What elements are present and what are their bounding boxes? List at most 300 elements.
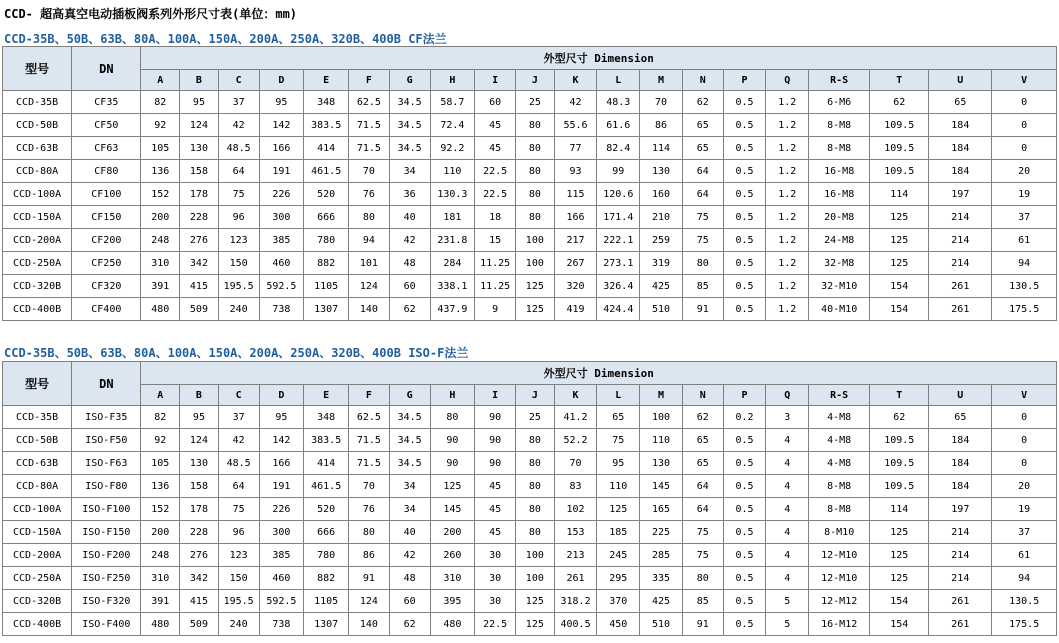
value-cell: 214 (929, 206, 992, 229)
value-cell: 95 (259, 406, 304, 429)
dn-cell: CF100 (72, 183, 141, 206)
model-header: 型号 (3, 47, 72, 91)
value-cell: 231.8 (430, 229, 475, 252)
value-cell: 0.2 (723, 406, 766, 429)
value-cell: 11.25 (475, 252, 516, 275)
value-cell: 95 (597, 452, 640, 475)
value-cell: 95 (259, 91, 304, 114)
table-row (3, 114, 1057, 137)
model-cell: CCD-63B (3, 137, 72, 160)
value-cell: 0.5 (723, 498, 766, 521)
value-cell: 145 (430, 498, 475, 521)
value-cell: 62 (389, 298, 430, 321)
value-cell: 780 (304, 544, 349, 567)
dn-cell: ISO-F50 (72, 429, 141, 452)
dn-cell: CF80 (72, 160, 141, 183)
value-cell: 80 (430, 406, 475, 429)
value-cell: 90 (475, 406, 516, 429)
value-cell: 109.5 (870, 452, 929, 475)
value-cell: 96 (218, 521, 259, 544)
table-row (3, 498, 1057, 521)
value-cell: 110 (597, 475, 640, 498)
value-cell: 114 (640, 137, 683, 160)
value-cell: 86 (349, 544, 390, 567)
value-cell: 158 (180, 160, 219, 183)
model-cell: CCD-320B (3, 590, 72, 613)
value-cell: 154 (870, 275, 929, 298)
column-header: F (349, 385, 390, 406)
value-cell: 261 (929, 298, 992, 321)
column-header: K (554, 70, 597, 91)
value-cell: 101 (349, 252, 390, 275)
value-cell: 125 (516, 590, 555, 613)
value-cell: 120.6 (597, 183, 640, 206)
value-cell: 385 (259, 544, 304, 567)
value-cell: 510 (640, 298, 683, 321)
value-cell: 228 (180, 521, 219, 544)
value-cell: 125 (516, 613, 555, 636)
value-cell: 45 (475, 475, 516, 498)
value-cell: 1.2 (766, 298, 809, 321)
value-cell: 20-M8 (809, 206, 870, 229)
value-cell: 666 (304, 206, 349, 229)
value-cell: 80 (516, 160, 555, 183)
value-cell: 240 (218, 298, 259, 321)
value-cell: 4 (766, 452, 809, 475)
value-cell: 100 (516, 252, 555, 275)
dimension-header: 外型尺寸 Dimension (141, 362, 1057, 385)
value-cell: 20 (992, 160, 1057, 183)
table-row (3, 160, 1057, 183)
cf-flange-table (2, 46, 1057, 321)
value-cell: 1.2 (766, 229, 809, 252)
value-cell: 45 (475, 114, 516, 137)
value-cell: 70 (349, 160, 390, 183)
table-row (3, 206, 1057, 229)
value-cell: 12-M10 (809, 567, 870, 590)
model-cell: CCD-200A (3, 544, 72, 567)
value-cell: 62.5 (349, 406, 390, 429)
value-cell: 75 (218, 498, 259, 521)
value-cell: 197 (929, 183, 992, 206)
value-cell: 105 (141, 137, 180, 160)
value-cell: 80 (516, 183, 555, 206)
value-cell: 0 (992, 452, 1057, 475)
value-cell: 259 (640, 229, 683, 252)
dn-cell: CF250 (72, 252, 141, 275)
value-cell: 123 (218, 229, 259, 252)
value-cell: 142 (259, 429, 304, 452)
value-cell: 136 (141, 160, 180, 183)
value-cell: 666 (304, 521, 349, 544)
value-cell: 4-M8 (809, 429, 870, 452)
cf-flange-subtitle: CCD-35B、50B、63B、80A、100A、150A、200A、250A、320B、400B CF法兰 (4, 32, 447, 46)
table-row (3, 429, 1057, 452)
value-cell: 90 (430, 429, 475, 452)
value-cell: 0 (992, 91, 1057, 114)
value-cell: 34.5 (389, 137, 430, 160)
value-cell: 383.5 (304, 429, 349, 452)
value-cell: 245 (597, 544, 640, 567)
value-cell: 71.5 (349, 429, 390, 452)
value-cell: 0.5 (723, 567, 766, 590)
value-cell: 320 (554, 275, 597, 298)
value-cell: 62.5 (349, 91, 390, 114)
value-cell: 460 (259, 567, 304, 590)
value-cell: 0.5 (723, 590, 766, 613)
value-cell: 261 (554, 567, 597, 590)
value-cell: 0 (992, 406, 1057, 429)
value-cell: 45 (475, 521, 516, 544)
value-cell: 124 (349, 275, 390, 298)
value-cell: 125 (870, 229, 929, 252)
column-header: U (929, 70, 992, 91)
value-cell: 30 (475, 590, 516, 613)
value-cell: 228 (180, 206, 219, 229)
value-cell: 0.5 (723, 252, 766, 275)
value-cell: 154 (870, 298, 929, 321)
value-cell: 261 (929, 590, 992, 613)
value-cell: 0 (992, 429, 1057, 452)
table-row (3, 298, 1057, 321)
value-cell: 3 (766, 406, 809, 429)
value-cell: 200 (141, 206, 180, 229)
value-cell: 260 (430, 544, 475, 567)
value-cell: 40 (389, 206, 430, 229)
model-cell: CCD-250A (3, 567, 72, 590)
value-cell: 90 (475, 452, 516, 475)
value-cell: 400.5 (554, 613, 597, 636)
value-cell: 30 (475, 544, 516, 567)
column-header: G (389, 385, 430, 406)
value-cell: 154 (870, 613, 929, 636)
value-cell: 71.5 (349, 137, 390, 160)
value-cell: 125 (870, 206, 929, 229)
value-cell: 91 (682, 613, 723, 636)
value-cell: 261 (929, 613, 992, 636)
value-cell: 100 (516, 567, 555, 590)
value-cell: 370 (597, 590, 640, 613)
value-cell: 0.5 (723, 206, 766, 229)
value-cell: 130.3 (430, 183, 475, 206)
column-header: E (304, 70, 349, 91)
model-cell: CCD-35B (3, 91, 72, 114)
value-cell: 80 (682, 252, 723, 275)
value-cell: 342 (180, 252, 219, 275)
value-cell: 75 (682, 521, 723, 544)
value-cell: 391 (141, 275, 180, 298)
value-cell: 460 (259, 252, 304, 275)
value-cell: 480 (430, 613, 475, 636)
value-cell: 125 (597, 498, 640, 521)
column-header: P (723, 385, 766, 406)
value-cell: 520 (304, 498, 349, 521)
value-cell: 48.3 (597, 91, 640, 114)
value-cell: 70 (349, 475, 390, 498)
value-cell: 48.5 (218, 452, 259, 475)
value-cell: 80 (516, 498, 555, 521)
value-cell: 30 (475, 567, 516, 590)
value-cell: 0 (992, 137, 1057, 160)
dn-header: DN (72, 362, 141, 406)
dn-cell: ISO-F35 (72, 406, 141, 429)
value-cell: 0.5 (723, 298, 766, 321)
value-cell: 92 (141, 114, 180, 137)
table-row (3, 544, 1057, 567)
column-header: N (682, 70, 723, 91)
column-header: U (929, 385, 992, 406)
value-cell: 295 (597, 567, 640, 590)
dn-cell: CF63 (72, 137, 141, 160)
column-header: H (430, 385, 475, 406)
value-cell: 80 (516, 521, 555, 544)
value-cell: 32-M10 (809, 275, 870, 298)
value-cell: 37 (992, 521, 1057, 544)
value-cell: 34 (389, 475, 430, 498)
value-cell: 45 (475, 137, 516, 160)
value-cell: 1307 (304, 613, 349, 636)
value-cell: 16-M8 (809, 183, 870, 206)
value-cell: 6-M6 (809, 91, 870, 114)
value-cell: 152 (141, 498, 180, 521)
value-cell: 166 (259, 137, 304, 160)
value-cell: 96 (218, 206, 259, 229)
value-cell: 92.2 (430, 137, 475, 160)
value-cell: 276 (180, 544, 219, 567)
value-cell: 64 (682, 498, 723, 521)
value-cell: 62 (682, 406, 723, 429)
value-cell: 342 (180, 567, 219, 590)
value-cell: 437.9 (430, 298, 475, 321)
value-cell: 65 (682, 429, 723, 452)
value-cell: 184 (929, 114, 992, 137)
value-cell: 110 (640, 429, 683, 452)
value-cell: 153 (554, 521, 597, 544)
value-cell: 0 (992, 114, 1057, 137)
value-cell: 276 (180, 229, 219, 252)
value-cell: 65 (682, 137, 723, 160)
value-cell: 48 (389, 567, 430, 590)
value-cell: 82.4 (597, 137, 640, 160)
value-cell: 58.7 (430, 91, 475, 114)
value-cell: 109.5 (870, 160, 929, 183)
column-header: I (475, 385, 516, 406)
value-cell: 184 (929, 137, 992, 160)
value-cell: 171.4 (597, 206, 640, 229)
column-header: C (218, 70, 259, 91)
value-cell: 125 (430, 475, 475, 498)
value-cell: 195.5 (218, 275, 259, 298)
value-cell: 166 (259, 452, 304, 475)
value-cell: 154 (870, 590, 929, 613)
value-cell: 780 (304, 229, 349, 252)
column-header: F (349, 70, 390, 91)
value-cell: 22.5 (475, 613, 516, 636)
value-cell: 75 (682, 206, 723, 229)
value-cell: 125 (516, 298, 555, 321)
dn-cell: CF400 (72, 298, 141, 321)
column-header: V (992, 70, 1057, 91)
value-cell: 32-M8 (809, 252, 870, 275)
value-cell: 509 (180, 298, 219, 321)
value-cell: 65 (929, 91, 992, 114)
value-cell: 55.6 (554, 114, 597, 137)
value-cell: 16-M12 (809, 613, 870, 636)
value-cell: 175.5 (992, 613, 1057, 636)
value-cell: 60 (475, 91, 516, 114)
value-cell: 0.5 (723, 521, 766, 544)
value-cell: 42 (389, 544, 430, 567)
value-cell: 62 (389, 613, 430, 636)
dn-cell: ISO-F250 (72, 567, 141, 590)
column-header: G (389, 70, 430, 91)
value-cell: 100 (516, 544, 555, 567)
value-cell: 75 (597, 429, 640, 452)
value-cell: 124 (180, 114, 219, 137)
value-cell: 261 (929, 275, 992, 298)
table-row (3, 275, 1057, 298)
value-cell: 125 (870, 544, 929, 567)
value-cell: 210 (640, 206, 683, 229)
value-cell: 22.5 (475, 183, 516, 206)
value-cell: 64 (682, 475, 723, 498)
value-cell: 80 (516, 137, 555, 160)
value-cell: 109.5 (870, 475, 929, 498)
value-cell: 385 (259, 229, 304, 252)
value-cell: 225 (640, 521, 683, 544)
value-cell: 8-M10 (809, 521, 870, 544)
value-cell: 70 (640, 91, 683, 114)
value-cell: 65 (682, 452, 723, 475)
value-cell: 882 (304, 252, 349, 275)
model-cell: CCD-100A (3, 498, 72, 521)
value-cell: 214 (929, 229, 992, 252)
value-cell: 124 (180, 429, 219, 452)
value-cell: 0.5 (723, 114, 766, 137)
value-cell: 124 (349, 590, 390, 613)
value-cell: 100 (640, 406, 683, 429)
value-cell: 20 (992, 475, 1057, 498)
model-cell: CCD-400B (3, 613, 72, 636)
value-cell: 415 (180, 590, 219, 613)
value-cell: 19 (992, 498, 1057, 521)
value-cell: 425 (640, 275, 683, 298)
value-cell: 510 (640, 613, 683, 636)
model-cell: CCD-63B (3, 452, 72, 475)
value-cell: 140 (349, 298, 390, 321)
value-cell: 222.1 (597, 229, 640, 252)
dn-cell: CF150 (72, 206, 141, 229)
value-cell: 214 (929, 567, 992, 590)
value-cell: 425 (640, 590, 683, 613)
column-header: Q (766, 70, 809, 91)
value-cell: 62 (870, 406, 929, 429)
column-header: I (475, 70, 516, 91)
value-cell: 0.5 (723, 183, 766, 206)
value-cell: 5 (766, 613, 809, 636)
value-cell: 0.5 (723, 475, 766, 498)
value-cell: 738 (259, 613, 304, 636)
value-cell: 130 (640, 452, 683, 475)
value-cell: 184 (929, 160, 992, 183)
value-cell: 75 (218, 183, 259, 206)
column-header: P (723, 70, 766, 91)
value-cell: 348 (304, 406, 349, 429)
value-cell: 16-M8 (809, 160, 870, 183)
value-cell: 80 (682, 567, 723, 590)
table-row (3, 452, 1057, 475)
value-cell: 181 (430, 206, 475, 229)
value-cell: 1.2 (766, 160, 809, 183)
value-cell: 165 (640, 498, 683, 521)
value-cell: 48 (389, 252, 430, 275)
value-cell: 102 (554, 498, 597, 521)
value-cell: 226 (259, 498, 304, 521)
value-cell: 90 (430, 452, 475, 475)
value-cell: 85 (682, 275, 723, 298)
value-cell: 184 (929, 452, 992, 475)
value-cell: 105 (141, 452, 180, 475)
value-cell: 94 (992, 252, 1057, 275)
value-cell: 414 (304, 137, 349, 160)
model-cell: CCD-80A (3, 475, 72, 498)
value-cell: 93 (554, 160, 597, 183)
table-row (3, 91, 1057, 114)
value-cell: 217 (554, 229, 597, 252)
value-cell: 15 (475, 229, 516, 252)
table-row (3, 567, 1057, 590)
value-cell: 34.5 (389, 114, 430, 137)
value-cell: 40 (389, 521, 430, 544)
value-cell: 42 (218, 429, 259, 452)
value-cell: 91 (682, 298, 723, 321)
value-cell: 71.5 (349, 452, 390, 475)
value-cell: 461.5 (304, 475, 349, 498)
isof-flange-subtitle: CCD-35B、50B、63B、80A、100A、150A、200A、250A、320B、400B ISO-F法兰 (4, 346, 469, 360)
value-cell: 0.5 (723, 229, 766, 252)
value-cell: 61 (992, 229, 1057, 252)
value-cell: 145 (640, 475, 683, 498)
value-cell: 273.1 (597, 252, 640, 275)
value-cell: 0.5 (723, 275, 766, 298)
dn-cell: ISO-F400 (72, 613, 141, 636)
value-cell: 125 (870, 521, 929, 544)
value-cell: 267 (554, 252, 597, 275)
value-cell: 480 (141, 298, 180, 321)
value-cell: 110 (430, 160, 475, 183)
value-cell: 0.5 (723, 137, 766, 160)
value-cell: 76 (349, 183, 390, 206)
table-row (3, 521, 1057, 544)
value-cell: 185 (597, 521, 640, 544)
value-cell: 4 (766, 475, 809, 498)
value-cell: 882 (304, 567, 349, 590)
value-cell: 158 (180, 475, 219, 498)
value-cell: 395 (430, 590, 475, 613)
dn-cell: ISO-F63 (72, 452, 141, 475)
value-cell: 142 (259, 114, 304, 137)
value-cell: 4 (766, 521, 809, 544)
value-cell: 200 (430, 521, 475, 544)
value-cell: 37 (992, 206, 1057, 229)
value-cell: 191 (259, 160, 304, 183)
value-cell: 175.5 (992, 298, 1057, 321)
value-cell: 45 (475, 498, 516, 521)
value-cell: 95 (180, 91, 219, 114)
value-cell: 4 (766, 567, 809, 590)
value-cell: 123 (218, 544, 259, 567)
value-cell: 52.2 (554, 429, 597, 452)
